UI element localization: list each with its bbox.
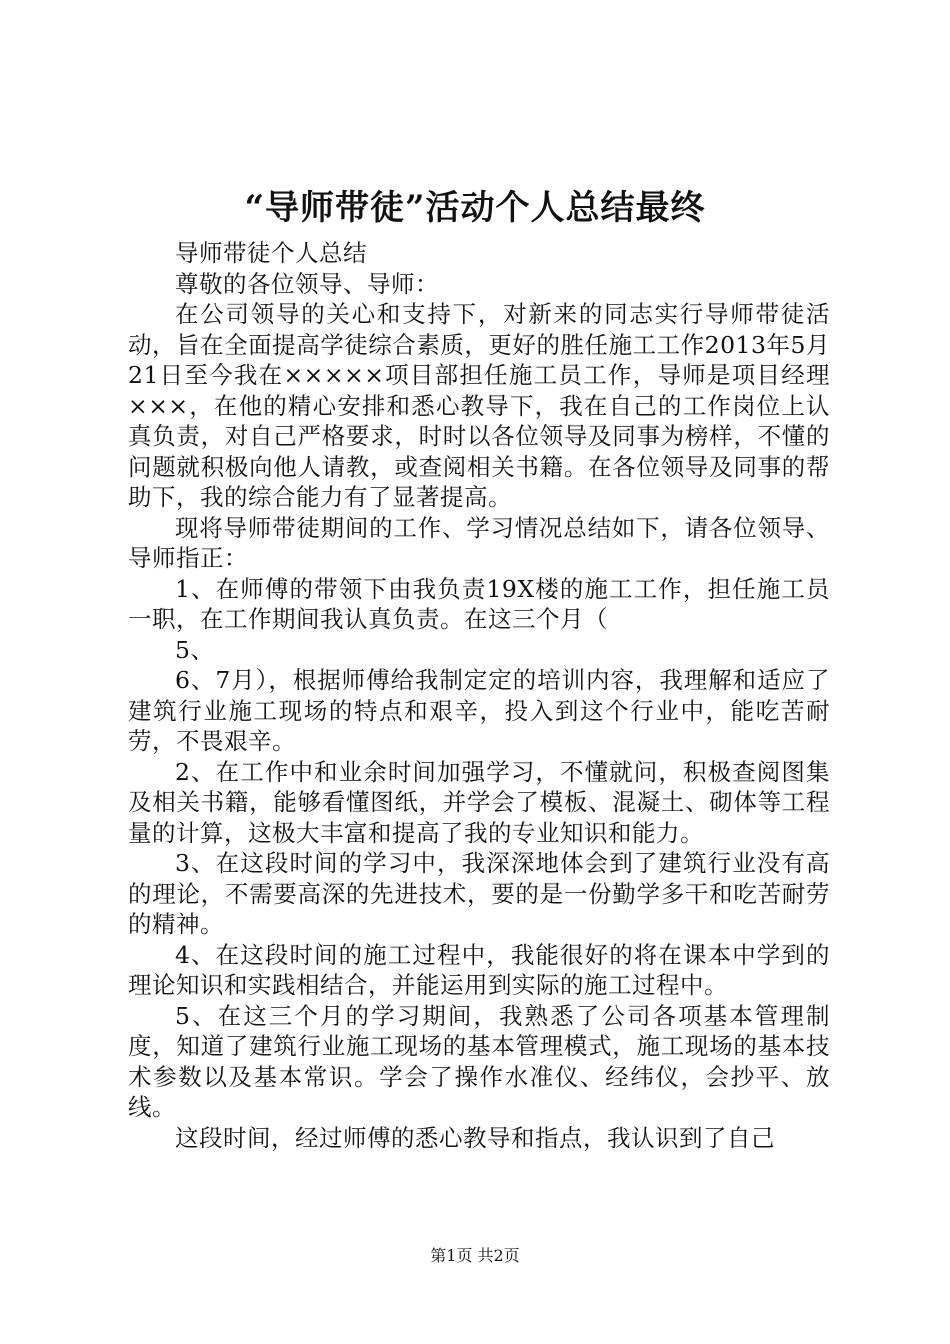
paragraph-salutation: 尊敬的各位领导、导师： <box>175 269 439 298</box>
paragraph-item-1-fragment: 5、 <box>175 635 215 664</box>
paragraph-item-4: 4、在这段时间的施工过程中，我能很好的将在课本中学到的理论知识和实践相结合，并能运用到实际的施工过程中。 <box>128 940 830 999</box>
paragraph-closing: 这段时间，经过师傅的悉心教导和指点，我认识到了自己 <box>175 1123 775 1152</box>
paragraph-item-2: 2、在工作中和业余时间加强学习，不懂就问，积极查阅图集及相关书籍，能够看懂图纸，并学会了模板、混凝土、砌体等工程量的计算，这极大丰富和提高了我的专业知识和能力。 <box>128 757 830 847</box>
document-body <box>128 238 830 1153</box>
paragraph-item-1: 1、在师傅的带领下由我负责19X楼的施工工作，担任施工员一职，在工作期间我认真负责。在这三个月（ <box>128 574 830 633</box>
paragraph-summary-lead: 现将导师带徒期间的工作、学习情况总结如下，请各位领导、导师指正： <box>128 513 830 572</box>
paragraph-item-5: 5、在这三个月的学习期间，我熟悉了公司各项基本管理制度，知道了建筑行业施工现场的基本管理模式，施工现场的基本技术参数以及基本常识。学会了操作水准仪、经纬仪，会抄平、放线。 <box>128 1001 830 1121</box>
paragraph-intro: 在公司领导的关心和支持下，对新来的同志实行导师带徒活动，旨在全面提高学徒综合素质，更好的胜任施工工作2013年5月21日至今我在×××××项目部担任施工员工作，导师是项目经理×××，在他的精心安排和悉心教导下，我在自己的工作岗位上认真负责，对自己严格要求，时时以各位领导及同事为榜样，不懂的问题就积极向他人请教，或查阅相关书籍。在各位领导及同事的帮助下，我的综合能力有了显著提高。 <box>128 300 830 511</box>
page-number-footer: 第1页 共2页 <box>430 1246 520 1265</box>
paragraph-item-3: 3、在这段时间的学习中，我深深地体会到了建筑行业没有高的理论，不需要高深的先进技术，要的是一份勤学多干和吃苦耐劳的精神。 <box>128 849 830 938</box>
document-title: “导师带徒”活动个人总结最终 <box>244 188 706 228</box>
paragraph-heading: 导师带徒个人总结 <box>175 239 367 267</box>
paragraph-item-1-continued: 6、7月），根据师傅给我制定定的培训内容，我理解和适应了建筑行业施工现场的特点和艰辛，投入到这个行业中，能吃苦耐劳，不畏艰辛。 <box>128 666 830 755</box>
